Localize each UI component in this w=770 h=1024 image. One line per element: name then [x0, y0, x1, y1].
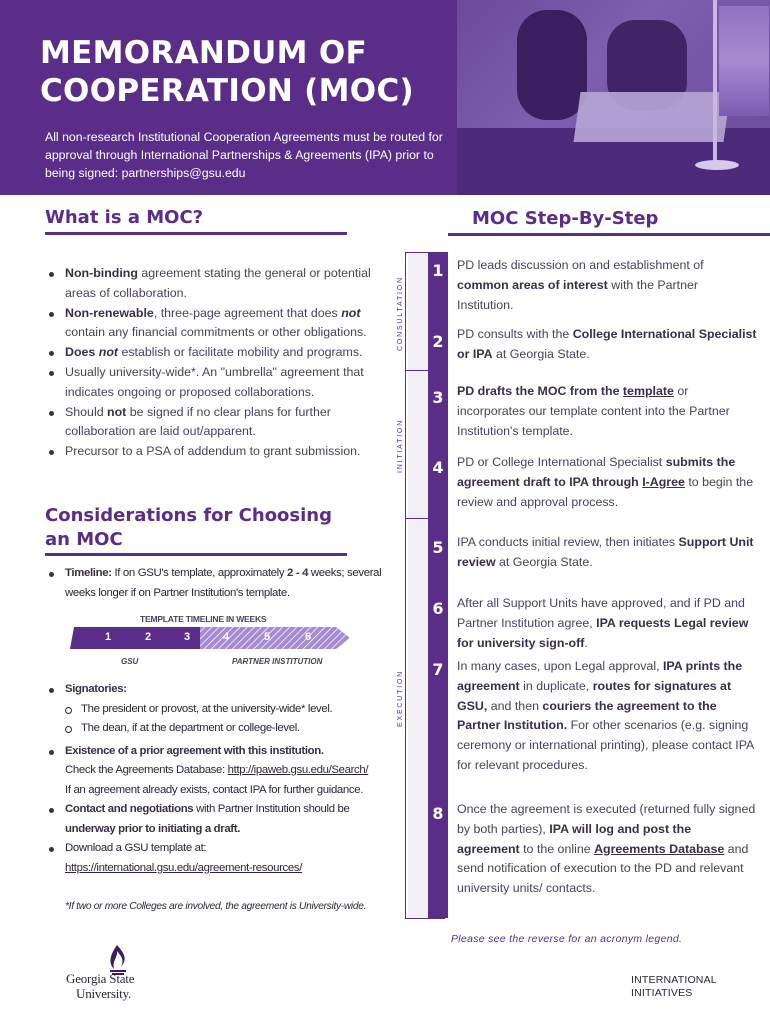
download-item: Download a GSU template at: https://international.gsu.edu/agreement-resources/ — [45, 839, 390, 878]
agreements-database-link[interactable]: http://ipaweb.gsu.edu/Search/ — [227, 764, 369, 776]
intro-text: All non-research Institutional Cooperation Agreements must be routed for approval through International Partnerships & Agreements (IPA) prior to being signed: partnerships@gsu.edu — [45, 130, 443, 180]
step-text: Once the agreement is executed (returned fully signed by both parties), IPA will log and post the agreement to the online Agreements Database and send notification of execution to the PD and relevant university units/ contacts. — [457, 802, 756, 896]
signatory: The dean, if at the department or college-level. — [65, 719, 390, 739]
what-heading: What is a MOC? — [45, 207, 204, 228]
existence-item: Existence of a prior agreement with this institution. Check the Agreements Database: http://ipaweb.gsu.edu/Search/ If an agreement already exists, contact IPA for further guidance. — [45, 742, 390, 801]
timeline-chart-title: TEMPLATE TIMELINE IN WEEKS — [140, 614, 267, 624]
phase-label-execution: EXECUTION — [397, 669, 404, 727]
step-number: 8 — [428, 803, 448, 823]
timeline-partner-label: PARTNER INSTITUTION — [232, 657, 323, 666]
step-number: 5 — [428, 537, 448, 557]
timeline-label: 6 — [305, 631, 312, 643]
step-text: PD consults with the College International Specialist or IPA at Georgia State. — [457, 327, 757, 361]
what-item: Non-binding agreement stating the general or potential areas of collaboration. — [45, 264, 390, 304]
steps-rule — [448, 233, 770, 236]
phase-line — [405, 252, 406, 370]
phase-line — [405, 518, 406, 918]
timeline-chart — [70, 627, 350, 649]
international-initiatives-logo: INTERNATIONAL INITIATIVES — [631, 974, 717, 999]
phase-divider — [405, 252, 445, 253]
step-number: 3 — [428, 387, 448, 407]
step-number: 4 — [428, 457, 448, 477]
gsu-logo — [62, 945, 202, 1005]
phase-line — [405, 370, 406, 518]
logo-line: University. — [76, 986, 132, 1001]
what-list — [45, 264, 390, 462]
step-text: PD or College International Specialist submits the agreement draft to IPA through I-Agree to begin the review and approval process. — [457, 455, 754, 509]
timeline-label: 1 — [105, 631, 112, 643]
timeline-list — [45, 564, 390, 603]
signatory: The president or provost, at the university-wide* level. — [65, 700, 390, 720]
step-number: 7 — [428, 659, 448, 679]
what-item: Should not be signed if no clear plans for further collaboration are laid out/apparent. — [45, 403, 390, 443]
phase-label-initiation: INITIATION — [397, 418, 404, 473]
considerations-rule — [45, 553, 347, 556]
step-text: PD leads discussion on and establishment of common areas of interest with the Partner Institution. — [457, 258, 704, 312]
signatories-item: Signatories: The president or provost, at the university-wide* level. The dean, if at the department or college-level. — [45, 680, 390, 739]
signing-photo — [457, 0, 770, 195]
phase-divider — [405, 518, 445, 519]
timeline-label: 5 — [264, 631, 271, 643]
step-text: PD drafts the MOC from the template or incorporates our template content into the Partner Institution's template. — [457, 384, 730, 438]
step-text: In many cases, upon Legal approval, IPA prints the agreement in duplicate, routes for signatures at GSU, and then couriers the agreement to the Partner Institution. For other scenarios (e.g. signing ceremony or international printing), please contact IPA for relevant procedures. — [457, 659, 754, 772]
timeline-gsu-segment — [70, 627, 200, 649]
timeline-partner-segment — [200, 627, 350, 649]
template-download-link[interactable]: https://international.gsu.edu/agreement-resources/ — [65, 861, 303, 874]
phase-divider — [405, 918, 445, 919]
timeline-item: Timeline: If on GSU's template, approximately 2 - 4 weeks; several weeks longer if on Partner Institution's template. — [45, 564, 390, 603]
steps-heading: MOC Step-By-Step — [472, 208, 659, 229]
what-item: Precursor to a PSA of addendum to grant submission. — [45, 442, 390, 462]
timeline-gsu-label: GSU — [121, 657, 139, 666]
step-number: 2 — [428, 331, 448, 351]
step-text: IPA conducts initial review, then initiates Support Unit review at Georgia State. — [457, 535, 754, 569]
footnote: *If two or more Colleges are involved, the agreement is University-wide. — [65, 901, 367, 912]
what-item: Non-renewable, three-page agreement that does not contain any financial commitments or other obligations. — [45, 304, 390, 344]
page-title: MEMORANDUM OF COOPERATION (MOC) — [40, 35, 414, 109]
step-number: 6 — [428, 598, 448, 618]
reverse-note: Please see the reverse for an acronym legend. — [451, 933, 683, 945]
contact-item: Contact and negotiations with Partner Institution should be underway prior to initiating a draft. — [45, 800, 390, 839]
what-item: Usually university-wide*. An "umbrella" agreement that indicates ongoing or proposed collaborations. — [45, 363, 390, 403]
what-item: Does not establish or facilitate mobility and programs. — [45, 343, 390, 363]
what-rule — [45, 232, 347, 235]
signatories-sublist — [65, 700, 390, 739]
timeline-label: 4 — [223, 631, 230, 643]
step-text: After all Support Units have approved, and if PD and Partner Institution agree, IPA requests Legal review for university sign-off. — [457, 596, 749, 650]
logo-line: Georgia State — [66, 971, 135, 986]
phase-bar — [408, 252, 430, 918]
considerations-list — [45, 680, 390, 878]
timeline-label: 3 — [184, 631, 191, 643]
considerations-heading: Considerations for Choosing an MOC — [45, 505, 333, 550]
step-number: 1 — [428, 260, 448, 280]
phase-divider — [405, 370, 445, 371]
header-banner — [0, 0, 770, 195]
phase-label-consultation: CONSULTATION — [397, 276, 404, 351]
timeline-label: 2 — [145, 631, 152, 643]
